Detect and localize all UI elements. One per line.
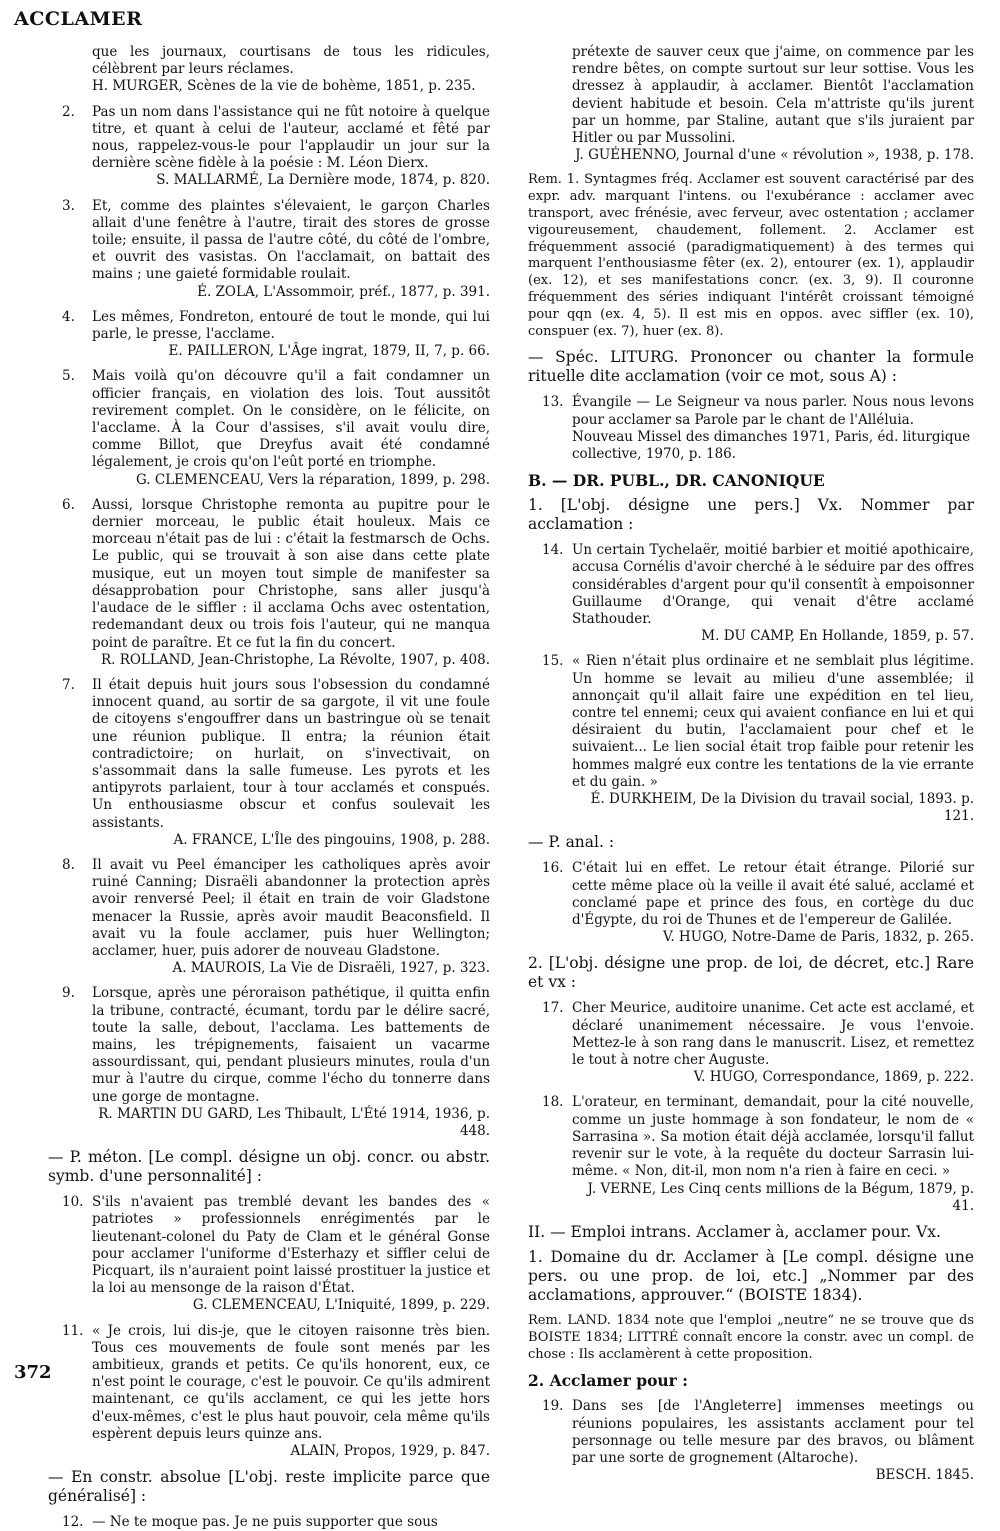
example-number: 19.: [542, 1398, 564, 1415]
example-text: Il était depuis huit jours sous l'obsession du condamné innocent quand, au sortir de sa gargote, il vit une foule de citoyens s'engouffrer dans un bastringue où se tenait une réunion publique. Il entra; la réunion était contradictoire; on hurlait, on s'invectivait, on s'assommait dans la salle fumeuse. Les pyrots et les antipyrots parlaient, tour à tour acclamés et conspués. Un enthousiasme obscur et confus soulevait les assistants.: [92, 676, 490, 831]
example-source: R. MARTIN DU GARD, Les Thibault, L'Été 1914, 1936, p. 448.: [98, 1105, 490, 1139]
example-text: Il avait vu Peel émanciper les catholiques après avoir ruiné Canning; Disraëli abandonner la protection après avoir renversé Peel; il était en train de voir Gladstone menacer la Russie, après avoir maudit Beaconsfield. Il avait vu la foule acclamer, puis huer Wellington; acclamer, huer, puis adorer de nouveau Gladstone.: [92, 856, 490, 959]
example-source: J. VERNE, Les Cinq cents millions de la Bégum, 1879, p. 41.: [587, 1180, 974, 1214]
example-entry: [48, 857, 490, 977]
example-source: V. HUGO, Correspondance, 1869, p. 222.: [693, 1069, 974, 1086]
example-text: Cher Meurice, auditoire unanime. Cet acte est acclamé, et déclaré unanimement nécessaire. Je vous l'envoie. Mettez-le à son rang dans le manuscrit. Lisez, et remettez le tout à notre cher Auguste.: [572, 1000, 974, 1069]
example-text: Aussi, lorsque Christophe remonta au pupitre pour le dernier morceau, le public était houleux. Mais ce morceau n'était pas de lui : c'était la festmarsch de Ochs. Le public, qui se trouvait à son aise dans cette plate musique, eut un moyen tout simple de manifester sa désapprobation pour Christophe, sans aller jusqu'à l'audace de le siffler : il acclama Ochs avec ostentation, redemandant deux ou trois fois l'auteur, qui ne manqua point de paraître. Et ce fut la fin du concert.: [92, 496, 490, 651]
page-number: 372: [14, 1362, 52, 1383]
example-entry: [48, 104, 490, 190]
example-source: M. DU CAMP, En Hollande, 1859, p. 57.: [701, 628, 974, 645]
right-column: [528, 44, 974, 1484]
example-continuation: [528, 44, 974, 164]
example-source: BESCH. 1845.: [875, 1467, 974, 1484]
example-source: S. MALLARMÉ, La Dernière mode, 1874, p. 820.: [156, 172, 490, 189]
example-number: 18.: [542, 1094, 564, 1111]
example-entry: [48, 497, 490, 669]
example-entry: [528, 542, 974, 645]
meton-heading: — P. méton. [Le compl. désigne un obj. concr. ou abstr. symb. d'une personnalité] :: [48, 1148, 490, 1186]
page-header-title: ACCLAMER: [14, 8, 143, 30]
example-source: E. PAILLERON, L'Âge ingrat, 1879, II, 7, p. 66.: [168, 343, 490, 360]
example-text: Dans ses [de l'Angleterre] immenses meetings ou réunions populaires, les assistants acclament pour tel personnage ou telle mesure par des bravos, ou blâment par une sorte de grognement (Altaroche).: [572, 1398, 974, 1466]
example-entry: [528, 1000, 974, 1086]
example-source: V. HUGO, Notre-Dame de Paris, 1832, p. 265.: [662, 929, 974, 946]
example-number: 2.: [62, 103, 75, 120]
example-text: Et, comme des plaintes s'élevaient, le garçon Charles allait d'une fenêtre à l'autre, tirait des stores de grosse toile; ensuite, il passa de l'autre côté, du côté de l'ombre, et ouvrit des vasistas. On l'acclamait, on battait des mains ; une gaieté formidable roulait.: [92, 197, 490, 283]
example-12: [48, 1514, 490, 1531]
example-source: É. ZOLA, L'Assommoir, préf., 1877, p. 391.: [197, 283, 490, 300]
section-ii1-heading: 1. Domaine du dr. Acclamer à [Le compl. désigne une pers. ou une prop. de loi, etc.] „Nommer par des acclamations, approuver.“ (BOISTE 1834).: [528, 1247, 974, 1304]
example-number: 17.: [542, 1000, 564, 1017]
example-number: 14.: [542, 542, 564, 559]
example-entry: [48, 677, 490, 849]
example-text: Mais voilà qu'on découvre qu'il a fait condamner un officier français, en violation des lois. Tout aussitôt revirement complet. On le considère, on le félicite, on l'acclame. À la Cour d'assises, s'il avait voulu dire, comme Billot, que Dreyfus avait été condamné légalement, je crois qu'on l'eût porté en triomphe.: [92, 368, 490, 471]
example-number: 5.: [62, 368, 75, 385]
example-text: S'ils n'avaient pas tremblé devant les bandes des « patriotes » professionnels enrégimentés par le lieutenant-colonel du Paty de Clam et le général Gonse pour acclamer l'uniforme d'Esterhazy et siffler celui de Picquart, ils n'auraient point laissé prostituer la justice et la loi au mensonge de la raison d'État.: [92, 1194, 490, 1297]
example-16: [528, 860, 974, 946]
example-text: « Rien n'était plus ordinaire et ne semblait plus légitime. Un homme se levait au milieu d'une assemblée; il annonçait qu'il allait faire une expédition en tel lieu, contre tel ennemi; ceux qui avaient confiance en lui et qui désiraient du butin, l'acclamaient pour chef et le suivaient... Le lien social était trop faible pour retenir les hommes malgré eux contre les tentations de la vie errante et du gain. »: [572, 653, 974, 790]
example-text: que les journaux, courtisans de tous les ridicules, célèbrent par leurs réclames.: [92, 44, 490, 78]
example-entry: [48, 198, 490, 301]
example-source: G. CLEMENCEAU, Vers la réparation, 1899, p. 298.: [135, 471, 490, 488]
example-number: 12.: [62, 1514, 84, 1531]
example-number: 3.: [62, 197, 75, 214]
example-source: R. ROLLAND, Jean-Christophe, La Révolte, 1907, p. 408.: [100, 651, 490, 668]
example-number: 6.: [62, 496, 75, 513]
example-entry: [528, 653, 974, 825]
example-number: 16.: [542, 860, 564, 877]
example-text: L'orateur, en terminant, demandait, pour la cité nouvelle, comme un juste hommage à son fondateur, le nom de « Sarrasina ». Sa motion était déjà acclamée, lorsqu'il fallut revenir sur le vote, à la requête du docteur Sarrasin lui-même. « Non, dit-il, mon nom n'a rien à faire en ceci. »: [572, 1094, 974, 1180]
example-number: 10.: [62, 1194, 84, 1211]
section-b2-heading: 2. [L'obj. désigne une prop. de loi, de décret, etc.] Rare et vx :: [528, 954, 974, 992]
example-source: A. FRANCE, L'Île des pingouins, 1908, p. 288.: [173, 831, 490, 848]
anal-heading: — P. anal. :: [528, 833, 615, 852]
spec-liturg-heading: — Spéc. LITURG. Prononcer ou chanter la formule rituelle dite acclamation (voir ce mot, sous A) :: [528, 348, 974, 386]
example-source: H. MURGER, Scènes de la vie de bohème, 1851, p. 235.: [92, 78, 476, 95]
remark-1: Rem. 1. Syntagmes fréq. Acclamer est souvent caractérisé par des expr. adv. marquant l'intens. ou l'exubérance : acclamer avec transport, avec frénésie, avec ferveur, avec ostentation ; acclamer vigoureusement, chaudement, follement. 2. Acclamer est fréquemment associé (paradigmatiquement) à des termes qui marquent l'enthousiasme fêter (ex. 2), entourer (ex. 1), applaudir (ex. 12), et ses manifestations concr. (ex. 3, 9). Il couronne fréquemment des séries indiquant l'intérêt croissant témoigné pour qqn (ex. 4, 5). Il est mis en oppos. avec siffler (ex. 10), conspuer (ex. 7), huer (ex. 8).: [528, 172, 974, 339]
example-number: 15.: [542, 653, 564, 670]
section-b-heading: B. — DR. PUBL., DR. CANONIQUE: [528, 471, 825, 491]
example-source: Nouveau Missel des dimanches 1971, Paris, éd. liturgique collective, 1970, p. 186.: [572, 428, 971, 462]
example-entry: [48, 985, 490, 1140]
example-entry: [48, 1194, 490, 1314]
example-entry: [48, 309, 490, 361]
example-text: prétexte de sauver ceux que j'aime, on commence par les rendre bêtes, on compte surtout sur leur sottise. Vous les dressez à applaudir, à acclamer. Bientôt l'acclamation devient habitude et besoin. Cela m'attriste qu'ils jurent par un homme, par Staline, autant que s'ils juraient par Hitler ou par Mussolini.: [572, 44, 974, 147]
example-text: Évangile — Le Seigneur va nous parler. Nous nous levons pour acclamer sa Parole par le chant de l'Alléluia.: [572, 394, 974, 428]
section-b1-heading: 1. [L'obj. désigne une pers.] Vx. Nommer par acclamation :: [528, 496, 974, 534]
left-column: [48, 44, 490, 1531]
section-ii-heading: II. — Emploi intrans. Acclamer à, acclamer pour. Vx.: [528, 1222, 941, 1241]
example-number: 4.: [62, 308, 75, 325]
example-text: — Ne te moque pas. Je ne puis supporter que sous: [92, 1514, 438, 1531]
example-continuation: [48, 44, 490, 96]
example-entry: [48, 1323, 490, 1461]
example-source: G. CLEMENCEAU, L'Iniquité, 1899, p. 229.: [192, 1297, 490, 1314]
example-number: 7.: [62, 676, 75, 693]
example-source: É. DURKHEIM, De la Division du travail social, 1893. p. 121.: [590, 791, 974, 825]
example-source: A. MAUROIS, La Vie de Disraëli, 1927, p. 323.: [172, 960, 490, 977]
example-entry: [528, 1094, 974, 1214]
example-text: C'était lui en effet. Le retour était étrange. Pilorié sur cette même place où la veille il avait été salué, acclamé et conclamé pape et prince des fous, en cortège du duc d'Égypte, du roi de Thunes et de l'empereur de Galilée.: [572, 860, 974, 929]
example-text: « Je crois, lui dis-je, que le citoyen raisonne très bien. Tous ces mouvements de foule sont menés par les ambitieux, grands et petits. Ce qu'ils honorent, eux, ce n'est point le courage, c'est le pouvoir. Ce qu'ils admirent maintenant, ce qu'ils acclament, ce qui les jette hors d'eux-mêmes, c'est le plus haut pouvoir, cela même qu'ils espèrent depuis leurs quinze ans.: [92, 1322, 490, 1442]
example-text: Pas un nom dans l'assistance qui ne fût notoire à quelque titre, et quant à celui de l'auteur, acclamé et fêté par nous, rappelez-vous-le pour l'applaudir un jour sur la dernière scène fidèle à la poésie : M. Léon Dierx.: [92, 103, 490, 172]
remark-2: Rem. LAND. 1834 note que l'emploi „neutre“ ne se trouve que ds BOISTE 1834; LITTRÉ connaît encore la constr. avec un compl. de chose : Ils acclamèrent à cette proposition.: [528, 1312, 974, 1362]
example-source: J. GUÉHENNO, Journal d'une « révolution », 1938, p. 178.: [575, 147, 974, 164]
example-source: ALAIN, Propos, 1929, p. 847.: [290, 1443, 490, 1460]
absolue-heading: — En constr. absolue [L'obj. reste implicite parce que généralisé] :: [48, 1468, 490, 1506]
example-number: 8.: [62, 856, 75, 873]
example-number: 13.: [542, 394, 564, 411]
example-number: 11.: [62, 1322, 84, 1339]
example-number: 9.: [62, 985, 75, 1002]
example-19: [528, 1398, 974, 1484]
example-13: [528, 394, 974, 463]
example-text: Les mêmes, Fondreton, entouré de tout le monde, qui lui parle, le presse, l'acclame.: [92, 308, 490, 343]
example-text: Lorsque, après une péroraison pathétique, il quitta enfin la tribune, contracté, écumant, tordu par le délire sacré, toute la salle, debout, l'acclama. Les battements de mains, les trépignements, faisaient un vacarme assourdissant, qui, pendant plusieurs minutes, roula d'un mur à l'autre du cirque, comme l'écho du tonnerre dans une gorge de montagne.: [92, 985, 490, 1105]
section-ii2-heading: 2. Acclamer pour :: [528, 1371, 688, 1391]
example-entry: [48, 368, 490, 488]
example-text: Un certain Tychelaër, moitié barbier et moitié apothicaire, accusa Cornélis d'avoir cherché à le séduire par des offres considérables d'argent pour qu'il consentît à empoisonner Guillaume d'Orange, qui venait d'être acclamé Stathouder.: [572, 542, 974, 628]
